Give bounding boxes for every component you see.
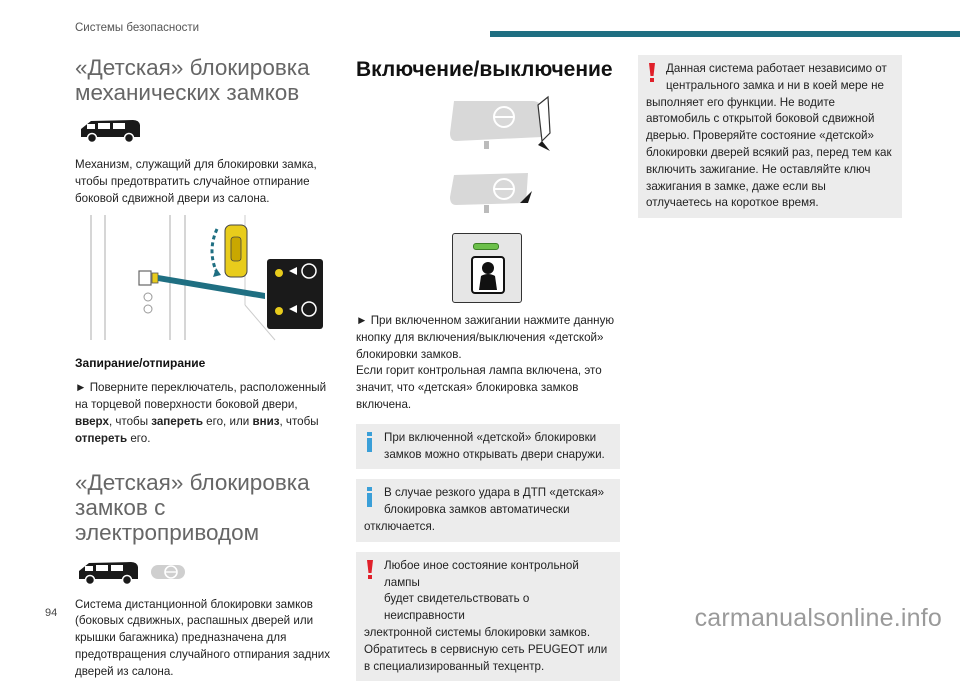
indicator-explanation: Если горит контрольная лампа включена, это значит, что «детская» блокировка замков включена. — [356, 364, 602, 411]
heading-mechanical-child-lock: «Детская» блокировка механических замков — [75, 55, 310, 105]
van-icon — [75, 557, 141, 587]
electric-lock-icons — [75, 557, 337, 587]
steering-wheel-icon — [151, 559, 185, 585]
dashboard-location-illustration — [356, 93, 620, 223]
activation-instruction: ► При включенном зажигании нажмите данную кнопку для включения/выключения «детской» блокировки замков. — [356, 314, 615, 361]
heading-electric-child-lock: «Детская» блокировка замков с электроприводом — [75, 469, 310, 545]
indicator-lamp — [473, 243, 499, 250]
info-box-crash-unlock: В случае резкого удара в ДТП «детская» блокировка замков автоматически отключается. — [356, 479, 620, 541]
child-lock-button-icon — [452, 233, 522, 303]
van-icon — [77, 115, 143, 145]
page-number: 94 — [45, 607, 58, 619]
info-box-outside-opening: При включенной «детской» блокировки замков можно открывать двери снаружи. — [356, 424, 620, 470]
watermark: carmanualsonline.info — [694, 604, 942, 632]
warning-icon — [648, 63, 656, 83]
info-icon — [366, 487, 374, 507]
child-lock-symbol — [471, 256, 505, 294]
column-middle — [356, 55, 620, 681]
child-icon — [473, 258, 503, 292]
electric-lock-description: Система дистанционной блокировки замков (боковых сдвижных, распашных дверей или крышки багажника) предназначена для предотвращения случайного отпирания задних дверей из салона. — [75, 597, 331, 678]
mechanical-lock-description: Механизм, служащий для блокировки замка, чтобы предотвратить случайное отпирание боковой сдвижной двери из салона. — [75, 158, 317, 205]
info-icon — [366, 432, 374, 452]
subheading-lock-unlock: Запирание/отпирание — [75, 356, 206, 371]
heading-on-off: Включение/выключение — [356, 58, 613, 81]
warning-box-independent-system: Данная система работает независимо от центрального замка и ни в коей мере не выполняет его функции. Не водите автомобиль с открытой боковой сдвижной дверью. Проверяйте состояние «детской» блокировки дверей всякий раз, перед тем как включить зажигание. Не оставляйте ключ зажигания в замке, даже если вы отлучаетесь на короткое время. — [638, 55, 902, 218]
lock-unlock-instruction: ► Поверните переключатель, расположенный на торцевой поверхности боковой двери, вверх, чтобы запереть его, или вниз, чтобы отпереть его. — [75, 381, 327, 445]
column-right — [638, 55, 902, 218]
section-title: Системы безопасности — [75, 22, 200, 34]
warning-icon — [366, 560, 374, 580]
header-accent-bar — [490, 31, 960, 37]
door-lock-switch-illustration — [75, 215, 337, 340]
column-left — [75, 55, 337, 681]
warning-box-malfunction: Любое иное состояние контрольной лампы будет свидетельствовать о неисправности электронной системы блокировки замков. Обратитесь в сервисную сеть PEUGEOT или в специализированный техцентр. — [356, 552, 620, 681]
